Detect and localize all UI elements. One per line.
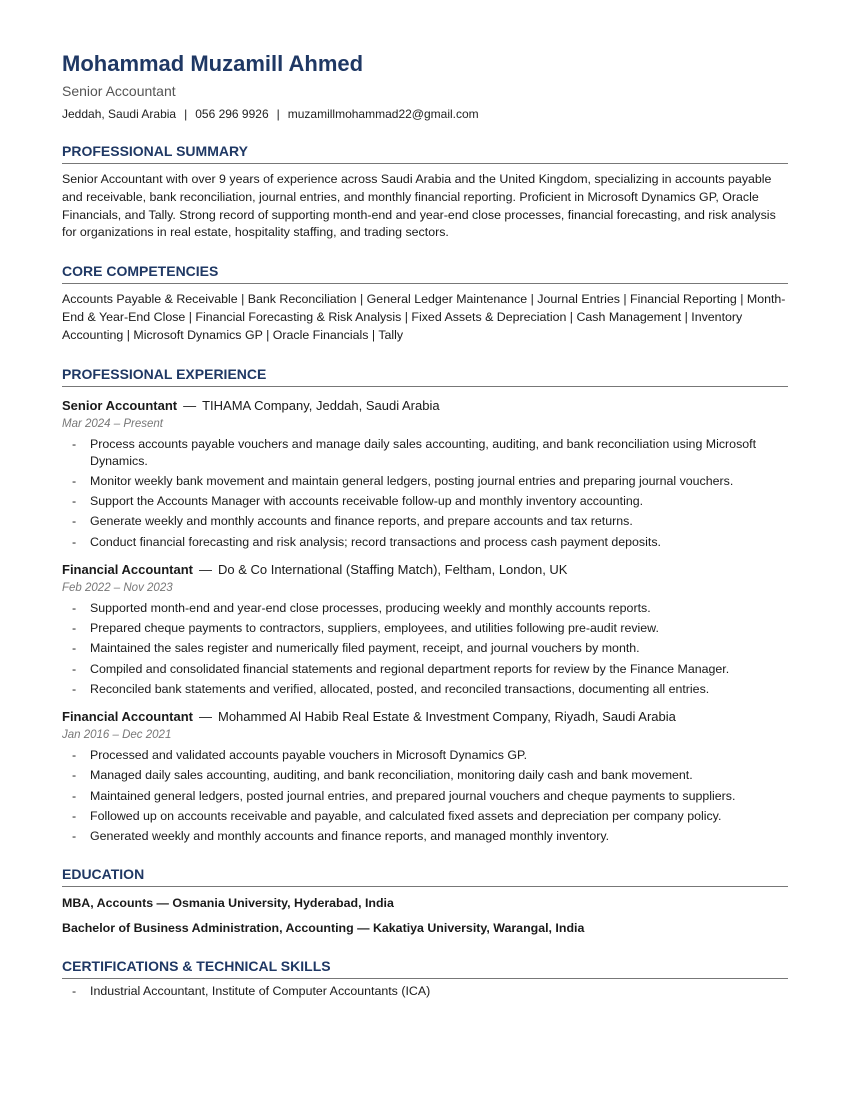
certification-list (62, 983, 788, 1000)
competencies-section (62, 262, 788, 344)
competencies-text: Accounts Payable & Receivable | Bank Reconciliation | General Ledger Maintenance | Journal Entries | Financial Reporting | Month-End & Year-End Close | Financial Forecasting & Risk Analysis | Fixed Assets & Depreciation | Cash Management | Inventory Accounting | Microsoft Dynamics GP | Oracle Financials | Tally (62, 292, 786, 342)
bullet-dash: - (72, 768, 77, 783)
bullet-item (62, 828, 788, 845)
bullet-dash: - (72, 534, 77, 549)
experience-section (62, 365, 788, 846)
bullet-item (62, 640, 788, 657)
bullet-dash: - (72, 436, 77, 451)
job-role: Financial Accountant (62, 561, 193, 577)
bullet-dash: - (72, 641, 77, 656)
contact-separator: | (276, 107, 280, 121)
candidate-title: Senior Accountant (62, 83, 176, 99)
job-bullets (62, 600, 788, 698)
bullet-item (62, 493, 788, 510)
bullet-dash: - (72, 681, 77, 696)
bullet-text: Prepared cheque payments to contractors, suppliers, employees, and utilities following pre-audit review. (90, 621, 659, 636)
job-bullets (62, 747, 788, 845)
bullet-item (62, 436, 788, 470)
bullet-item (62, 600, 788, 617)
section-heading: EDUCATION (62, 865, 788, 887)
bullet-text: Generate weekly and monthly accounts and finance reports, and prepare accounts and tax returns. (90, 514, 633, 529)
bullet-dash: - (72, 808, 77, 823)
bullet-dash: - (72, 494, 77, 509)
education-item: MBA, Accounts — Osmania University, Hyderabad, India (62, 896, 394, 911)
bullet-dash: - (72, 788, 77, 803)
job-dash: — (198, 708, 212, 724)
section-heading: PROFESSIONAL SUMMARY (62, 142, 788, 164)
job-company: TIHAMA Company, Jeddah, Saudi Arabia (202, 397, 440, 413)
job-company: Do & Co International (Staffing Match), Feltham, London, UK (217, 561, 568, 577)
job-company: Mohammed Al Habib Real Estate & Investment Company, Riyadh, Saudi Arabia (217, 708, 676, 724)
bullet-dash: - (72, 621, 77, 636)
summary-section (62, 142, 788, 242)
bullet-text: Conduct financial forecasting and risk analysis; record transactions and process cash payment deposits. (90, 534, 661, 549)
job-entry (62, 561, 788, 698)
bullet-dash: - (72, 661, 77, 676)
bullet-text: Reconciled bank statements and verified, allocated, posted, and reconciled transactions, documenting all entries. (90, 681, 710, 696)
bullet-text: Maintained general ledgers, posted journal entries, and prepared journal vouchers and cheque payments to suppliers. (90, 788, 736, 803)
job-dates: Mar 2024 – Present (62, 417, 164, 430)
bullet-text: Compiled and consolidated financial statements and regional department reports for review by the Finance Manager. (90, 661, 730, 676)
job-list (62, 397, 788, 846)
bullet-dash: - (72, 600, 77, 615)
bullet-dash: - (72, 984, 77, 999)
certification-item (62, 983, 788, 1000)
bullet-item (62, 767, 788, 784)
job-line (62, 397, 788, 415)
job-dash: — (183, 397, 197, 413)
contact-line (62, 106, 788, 122)
job-line (62, 561, 788, 579)
summary-text: Senior Accountant with over 9 years of experience across Saudi Arabia and the United Kingdom, specializing in accounts payable and receivable, bank reconciliation, journal entries, and monthly financial reporting. Proficient in Microsoft Dynamics GP, Oracle Financials, and Tally. Strong record of supporting month-end and year-end close processes, financial forecasting, and risk analysis for organizations in real estate, hospitality staffing, and trading sectors. (62, 172, 776, 240)
bullet-dash: - (72, 747, 77, 762)
contact-separator: | (184, 107, 188, 121)
job-dates: Feb 2022 – Nov 2023 (62, 581, 173, 594)
education-list (62, 895, 788, 937)
bullet-item (62, 473, 788, 490)
bullet-text: Generated weekly and monthly accounts and finance reports, and managed monthly inventory. (90, 829, 610, 844)
contact-email: muzamillmohammad22@gmail.com (287, 107, 479, 121)
job-entry (62, 708, 788, 845)
certification-text: Industrial Accountant, Institute of Computer Accountants (ICA) (90, 984, 431, 999)
bullet-text: Maintained the sales register and numerically filed payment, receipt, and journal vouchers by month. (90, 641, 640, 656)
section-heading: CERTIFICATIONS & TECHNICAL SKILLS (62, 957, 788, 979)
bullet-item (62, 661, 788, 678)
section-heading: CORE COMPETENCIES (62, 262, 788, 284)
section-heading: PROFESSIONAL EXPERIENCE (62, 365, 788, 387)
candidate-name: Mohammad Muzamill Ahmed (62, 51, 364, 76)
job-dates: Jan 2016 – Dec 2021 (62, 728, 172, 741)
bullet-item (62, 534, 788, 551)
bullet-item (62, 513, 788, 530)
bullet-text: Support the Accounts Manager with accounts receivable follow-up and monthly inventory accounting. (90, 494, 644, 509)
bullet-dash: - (72, 829, 77, 844)
job-entry (62, 397, 788, 551)
job-bullets (62, 436, 788, 551)
job-dash: — (198, 561, 212, 577)
bullet-dash: - (72, 473, 77, 488)
bullet-item (62, 747, 788, 764)
education-item: Bachelor of Business Administration, Accounting — Kakatiya University, Warangal, India (62, 921, 585, 936)
bullet-dash: - (72, 514, 77, 529)
contact-location: Jeddah, Saudi Arabia (62, 107, 177, 121)
resume-header (62, 50, 788, 122)
bullet-item (62, 620, 788, 637)
bullet-text: Supported month-end and year-end close processes, producing weekly and monthly accounts reports. (90, 600, 651, 615)
job-line (62, 708, 788, 726)
education-section (62, 865, 788, 937)
contact-phone: 056 296 9926 (195, 107, 269, 121)
certifications-section (62, 957, 788, 1000)
job-role: Financial Accountant (62, 708, 193, 724)
bullet-item (62, 808, 788, 825)
bullet-text: Managed daily sales accounting, auditing, and bank reconciliation, monitoring daily cash and bank movement. (90, 768, 693, 783)
bullet-text: Process accounts payable vouchers and manage daily sales accounting, auditing, and bank reconciliation using Microsoft Dynamics. (90, 436, 757, 468)
bullet-text: Processed and validated accounts payable vouchers in Microsoft Dynamics GP. (90, 747, 528, 762)
job-role: Senior Accountant (62, 397, 178, 413)
bullet-item (62, 788, 788, 805)
resume-page (62, 50, 788, 1003)
bullet-item (62, 681, 788, 698)
bullet-text: Followed up on accounts receivable and payable, and calculated fixed assets and depreciation per company policy. (90, 808, 722, 823)
bullet-text: Monitor weekly bank movement and maintain general ledgers, posting journal entries and preparing journal vouchers. (90, 473, 734, 488)
